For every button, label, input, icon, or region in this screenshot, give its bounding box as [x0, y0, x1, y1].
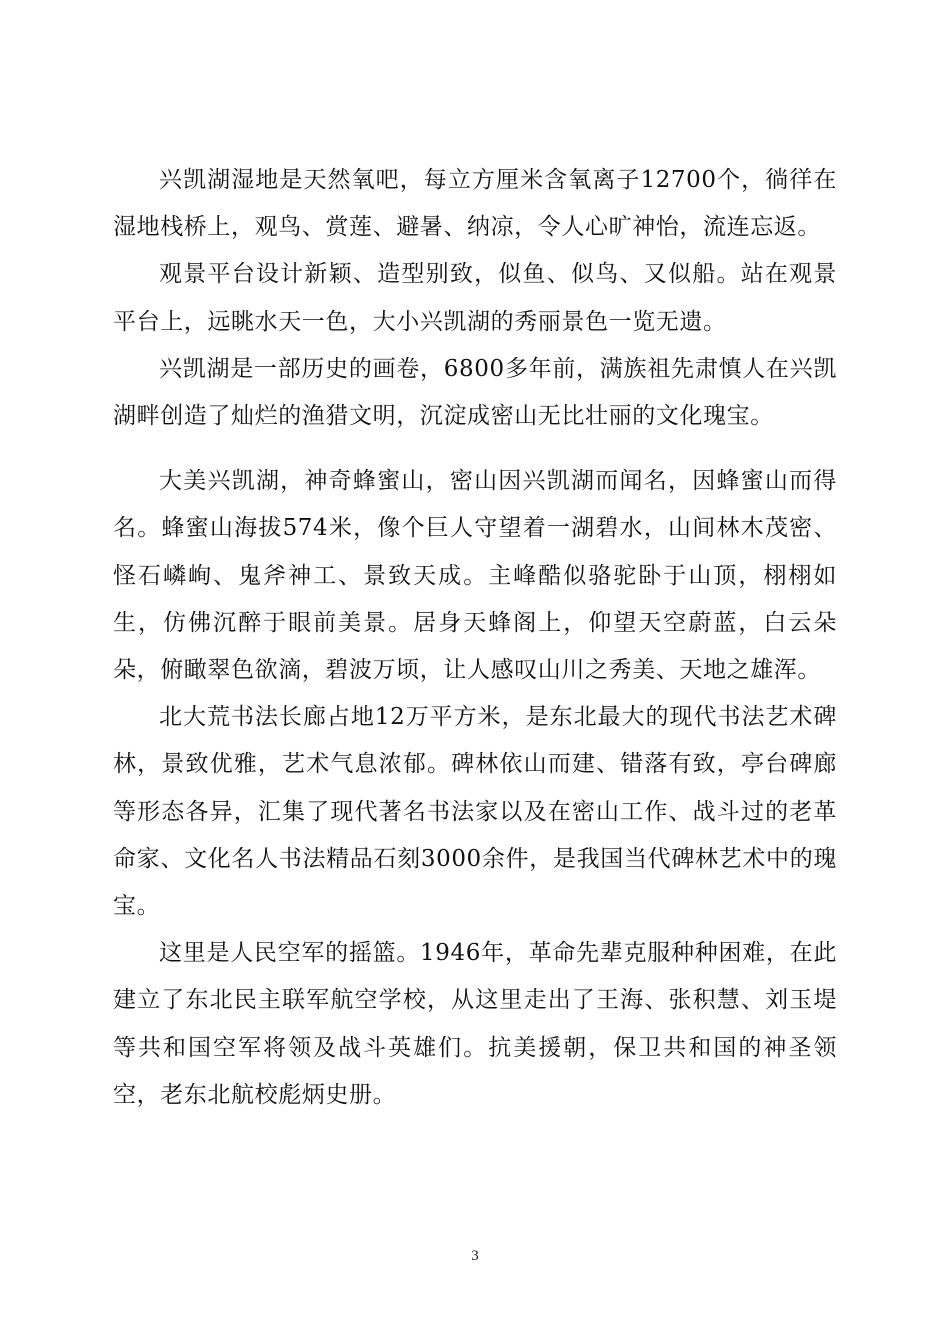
- paragraph-honey-mountain: 大美兴凯湖，神奇蜂蜜山，密山因兴凯湖而闻名，因蜂蜜山而得名。蜂蜜山海拔574米，像个巨人守望着一湖碧水，山间林木茂密、怪石嶙峋、鬼斧神工、景致天成。主峰酷似骆驼卧于山顶，栩栩如生，仿佛沉醉于眼前美景。居身天蜂阁上，仰望天空蔚蓝，白云朵朵，俯瞰翠色欲滴，碧波万顷，让人感叹山川之秀美、天地之雄浑。: [113, 468, 837, 684]
- paragraph-wetland-oxygen: 兴凯湖湿地是天然氧吧，每立方厘米含氧离子12700个，徜徉在湿地栈桥上，观鸟、赏莲、避暑、纳凉，令人心旷神怡，流连忘返。: [113, 167, 837, 241]
- document-body: [113, 157, 837, 1119]
- page-number: 3: [471, 1248, 479, 1264]
- paragraph-history-scroll: 兴凯湖是一部历史的画卷，6800多年前，满族祖先肃慎人在兴凯湖畔创造了灿烂的渔猎文明，沉淀成密山无比壮丽的文化瑰宝。: [113, 355, 837, 430]
- paragraph-viewing-platform: 观景平台设计新颖、造型别致，似鱼、似鸟、又似船。站在观景平台上，远眺水天一色，大小兴凯湖的秀丽景色一览无遗。: [113, 261, 837, 335]
- paragraph-air-force-cradle: 这里是人民空军的摇篮。1946年，革命先辈克服种种困难，在此建立了东北民主联军航空学校，从这里走出了王海、张积慧、刘玉堤等共和国空军将领及战斗英雄们。抗美援朝，保卫共和国的神圣领空，老东北航校彪炳史册。: [113, 940, 837, 1108]
- paragraph-calligraphy-corridor: 北大荒书法长廊占地12万平方米，是东北最大的现代书法艺术碑林，景致优雅，艺术气息浓郁。碑林依山而建、错落有致，亭台碑廊等形态各异，汇集了现代著名书法家以及在密山工作、战斗过的老革命家、文化名人书法精品石刻3000余件，是我国当代碑林艺术中的瑰宝。: [113, 704, 837, 920]
